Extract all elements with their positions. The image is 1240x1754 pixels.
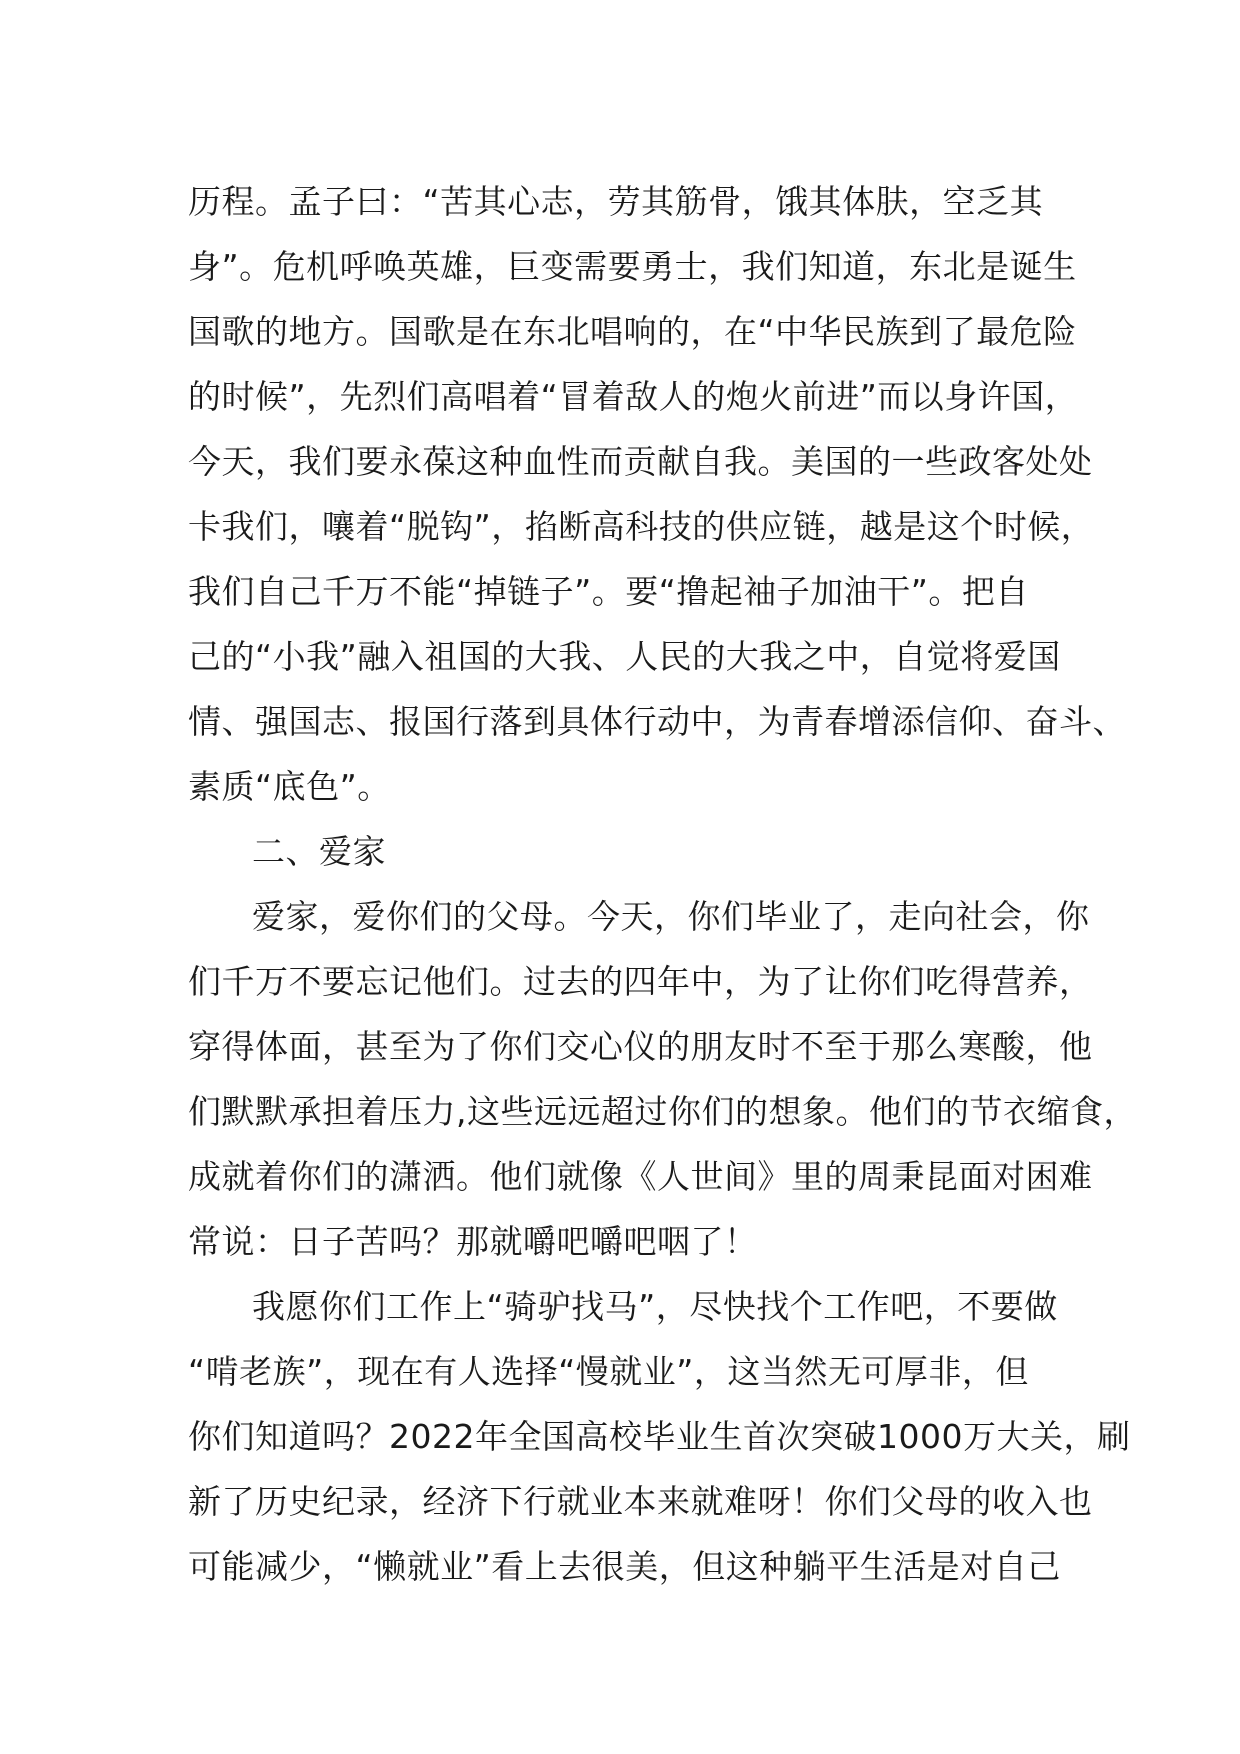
text-line: 你们知道吗？2022年全国高校毕业生首次突破1000万大关，刷: [188, 1417, 1131, 1456]
text-line: 的时候”，先烈们高唱着“冒着敌人的炮火前进”而以身许国，: [188, 377, 1079, 416]
text-line: 身”。危机呼唤英雄，巨变需要勇士，我们知道，东北是诞生: [188, 247, 1077, 286]
text-line: 情、强国志、报国行落到具体行动中，为青春增添信仰、奋斗、: [188, 702, 1126, 741]
text-line: 国歌的地方。国歌是在东北唱响的，在“中华民族到了最危险: [188, 312, 1077, 351]
text-line: 卡我们，嚷着“脱钩”，掐断高科技的供应链，越是这个时候，: [188, 507, 1095, 546]
text-line: 新了历史纪录，经济下行就业本来就难呀！你们父母的收入也: [188, 1482, 1093, 1521]
text-line: 历程。孟子曰：“苦其心志，劳其筋骨，饿其体肤，空乏其: [188, 182, 1044, 221]
text-line: 己的“小我”融入祖国的大我、人民的大我之中，自觉将爱国: [188, 637, 1061, 676]
text-line: 我愿你们工作上“骑驴找马”，尽快找个工作吧，不要做: [252, 1287, 1058, 1326]
text-line: 成就着你们的潇洒。他们就像《人世间》里的周秉昆面对困难: [188, 1157, 1093, 1196]
text-line: 穿得体面，甚至为了你们交心仪的朋友时不至于那么寒酸，他: [188, 1027, 1093, 1066]
text-line: 们默默承担着压力,这些远远超过你们的想象。他们的节衣缩食，: [188, 1092, 1137, 1131]
text-line: 我们自己千万不能“掉链子”。要“撸起袖子加油干”。把自: [188, 572, 1029, 611]
text-line: 爱家，爱你们的父母。今天，你们毕业了，走向社会，你: [252, 897, 1090, 936]
text-line: 常说：日子苦吗？那就嚼吧嚼吧咽了！: [188, 1222, 758, 1261]
body-text: [188, 169, 1137, 1599]
text-line: “啃老族”，现在有人选择“慢就业”，这当然无可厚非，但: [188, 1352, 1029, 1391]
text-line: 二、爱家: [252, 832, 386, 871]
text-line: 素质“底色”。: [188, 767, 391, 806]
text-line: 今天，我们要永葆这种血性而贡献自我。美国的一些政客处处: [188, 442, 1093, 481]
text-line: 们千万不要忘记他们。过去的四年中，为了让你们吃得营养，: [188, 962, 1093, 1001]
text-line: 可能减少，“懒就业”看上去很美，但这种躺平生活是对自己: [188, 1547, 1061, 1586]
